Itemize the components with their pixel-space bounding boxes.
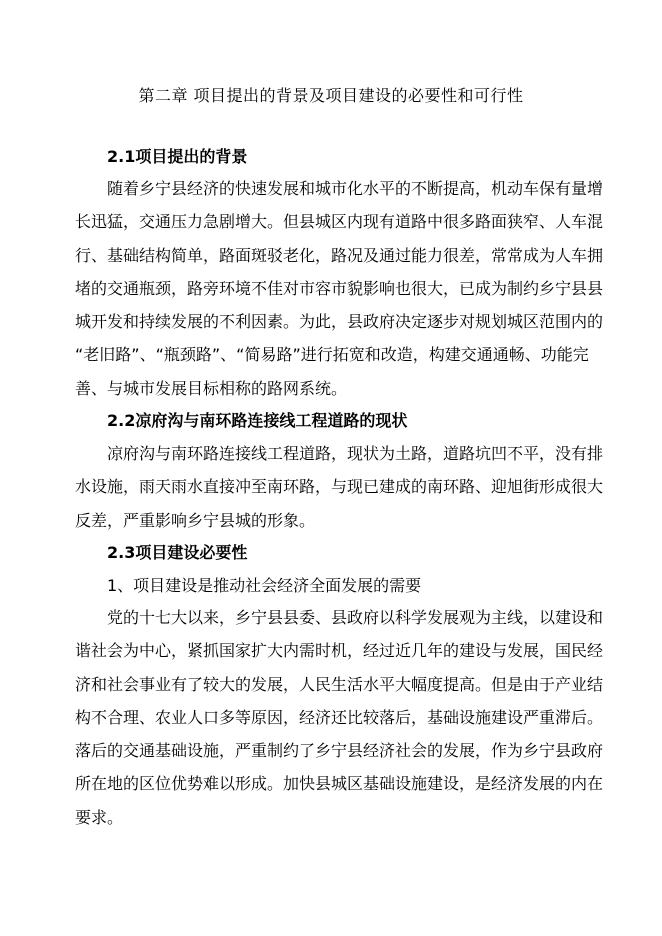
paragraph-line: 要求。 [75, 807, 124, 827]
paragraph-line: 长迅猛，交通压力急剧增大。但县城区内现有道路中很多路面狭窄、人车混 [75, 212, 604, 232]
paragraph-line: 随着乡宁县经济的快速发展和城市化水平的不断提高，机动车保有量增 [107, 179, 604, 198]
paragraph-line: 所在地的区位优势难以形成。加快县城区基础设施建设，是经济发展的内在 [75, 774, 604, 794]
paragraph-line: 党的十七大以来，乡宁县县委、县政府以科学发展观为主线，以建设和 [107, 608, 604, 627]
section-paragraph-2-3 [75, 601, 604, 834]
section-heading-2-2: 2.2凉府沟与南环路连接线工程道路的现状 [107, 411, 408, 430]
section-paragraph-2-2 [75, 437, 604, 537]
paragraph-line: 反差，严重影响乡宁县城的形象。 [75, 510, 316, 530]
paragraph-line: 水设施，雨天雨水直接冲至南环路，与现已建成的南环路、迎旭街形成很大 [75, 477, 604, 497]
paragraph-line: 凉府沟与南环路连接线工程道路，现状为土路，道路坑凹不平，没有排 [107, 444, 604, 463]
paragraph-line: 构不合理、农业人口多等原因，经济还比较落后，基础设施建设严重滞后。 [75, 707, 604, 727]
paragraph-line: 落后的交通基础设施，严重制约了乡宁县经济社会的发展，作为乡宁县政府 [75, 741, 604, 761]
chapter-title: 第二章 项目提出的背景及项目建设的必要性和可行性 [138, 86, 524, 105]
section-paragraph-2-1 [75, 172, 604, 405]
paragraph-line: 济和社会事业有了较大的发展，人民生活水平大幅度提高。但是由于产业结 [75, 674, 604, 694]
paragraph-line: “老旧路”、“瓶颈路”、“简易路”进行拓宽和改造，构建交通通畅、功能完 [75, 345, 589, 365]
section-heading-2-3: 2.3项目建设必要性 [107, 543, 248, 562]
paragraph-line: 城开发和持续发展的不利因素。为此，县政府决定逐步对规划城区范围内的 [75, 312, 604, 332]
paragraph-line: 谐社会为中心，紧抓国家扩大内需时机，经过近几年的建设与发展，国民经 [75, 641, 604, 661]
paragraph-line: 行、基础结构简单，路面斑驳老化，路况及通过能力很差，常常成为人车拥 [75, 245, 604, 265]
paragraph-line: 堵的交通瓶颈，路旁环境不佳对市容市貌影响也很大，已成为制约乡宁县县 [75, 278, 604, 298]
section-subheading-2-3-1: 1、项目建设是推动社会经济全面发展的需要 [107, 576, 422, 595]
paragraph-line: 善、与城市发展目标相称的路网系统。 [75, 378, 348, 398]
section-heading-2-1: 2.1项目提出的背景 [107, 147, 248, 166]
